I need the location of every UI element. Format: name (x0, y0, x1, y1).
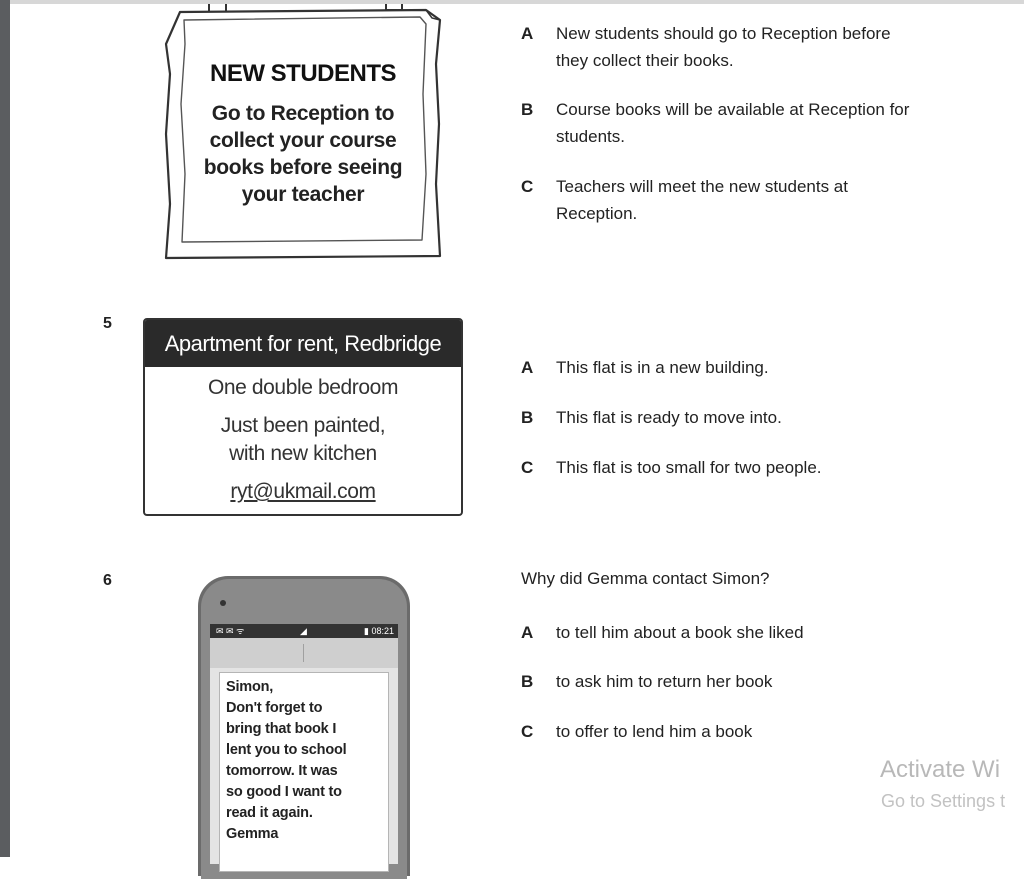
activation-watermark-title: Activate Wi (880, 756, 1001, 783)
option-text: New students should go to Reception before they collect their books. (556, 24, 891, 70)
advert-line-kitchen: with new kitchen (229, 442, 377, 465)
option-letter: B (521, 672, 534, 691)
option-letter: C (521, 458, 534, 477)
option-letter: C (521, 177, 534, 196)
option-letter: A (521, 358, 534, 377)
notice-title: NEW STUDENTS (210, 60, 396, 87)
phone-screen (210, 624, 398, 864)
rental-advert (143, 318, 463, 516)
option-text: This flat is in a new building. (556, 358, 769, 377)
window-left-edge (0, 0, 10, 857)
phone-camera-icon (220, 600, 226, 606)
phone-clock: ▮ 08:21 (364, 626, 394, 636)
advert-line-bedroom: One double bedroom (207, 376, 399, 399)
option-text: to ask him to return her book (556, 672, 773, 691)
option-text: This flat is too small for two people. (556, 458, 822, 477)
question-6-prompt: Why did Gemma contact Simon? (521, 569, 770, 588)
text-message: Simon, Don't forget to bring that book I lent you to school tomorrow. It was so good I want to read it again. Gemma (226, 679, 347, 842)
notification-icons: ✉ ✉ ᯤ (216, 626, 245, 636)
text-message-card (219, 672, 389, 872)
option-text: Teachers will meet the new students at Reception. (556, 177, 848, 223)
notice-body: Go to Reception to collect your course books before seeing your teacher (203, 102, 403, 206)
option-text: to offer to lend him a book (556, 722, 753, 741)
option-text: to tell him about a book she liked (556, 623, 804, 642)
question-number-5: 5 (103, 315, 112, 332)
phone-app-bar (210, 638, 398, 668)
question-number-6: 6 (103, 572, 112, 589)
option-text: Course books will be available at Reception for students. (556, 100, 910, 146)
window-top-edge (10, 0, 1024, 4)
option-letter: C (521, 722, 534, 741)
option-letter: A (521, 24, 534, 43)
advert-email: ryt@ukmail.com (230, 480, 376, 503)
signal-icon: ◢ (300, 626, 307, 636)
option-letter: B (521, 100, 534, 119)
phone-status-bar (210, 624, 398, 638)
advert-title: Apartment for rent, Redbridge (145, 320, 461, 367)
option-letter: B (521, 408, 534, 427)
advert-line-painted: Just been painted, (220, 414, 386, 437)
option-text: This flat is ready to move into. (556, 408, 782, 427)
option-letter: A (521, 623, 534, 642)
notice-board (164, 4, 442, 260)
phone-illustration (198, 576, 410, 857)
activation-watermark-link[interactable]: Go to Settings t (881, 791, 1006, 811)
app-bar-divider (303, 644, 304, 662)
